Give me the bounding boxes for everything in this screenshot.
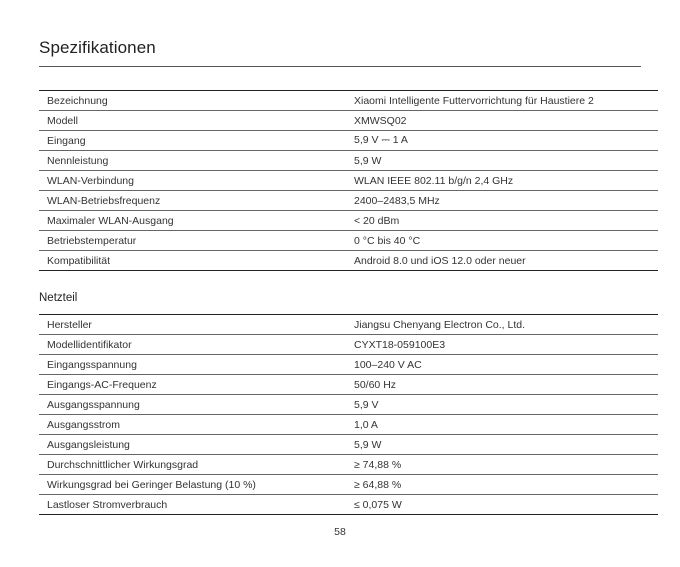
spec-value: WLAN IEEE 802.11 b/g/n 2,4 GHz	[345, 171, 658, 191]
spec-key: WLAN-Verbindung	[39, 171, 345, 191]
spec-key: Hersteller	[39, 315, 345, 335]
table-row	[39, 395, 658, 415]
page-number: 58	[334, 526, 346, 538]
spec-value: 2400–2483,5 MHz	[345, 191, 658, 211]
spec-key: Nennleistung	[39, 151, 345, 171]
spec-value: ≤ 0,075 W	[345, 495, 658, 515]
spec-value: 1,0 A	[345, 415, 658, 435]
spec-value: Jiangsu Chenyang Electron Co., Ltd.	[345, 315, 658, 335]
table-row	[39, 211, 658, 231]
table-row	[39, 231, 658, 251]
spec-key: Betriebstemperatur	[39, 231, 345, 251]
table-row	[39, 315, 658, 335]
section-title-power-supply: Netzteil	[39, 292, 78, 304]
spec-key: Lastloser Stromverbrauch	[39, 495, 345, 515]
spec-key: Wirkungsgrad bei Geringer Belastung (10 %)	[39, 475, 345, 495]
table-row	[39, 111, 658, 131]
table-row	[39, 435, 658, 455]
spec-value: 100–240 V AC	[345, 355, 658, 375]
spec-value: 5,9 W	[345, 435, 658, 455]
spec-key: Maximaler WLAN-Ausgang	[39, 211, 345, 231]
spec-value: ≥ 64,88 %	[345, 475, 658, 495]
spec-value: 5,9 V	[345, 395, 658, 415]
table-row	[39, 355, 658, 375]
spec-key: WLAN-Betriebsfrequenz	[39, 191, 345, 211]
spec-key: Modellidentifikator	[39, 335, 345, 355]
spec-value: XMWSQ02	[345, 111, 658, 131]
spec-value: 50/60 Hz	[345, 375, 658, 395]
table-row	[39, 251, 658, 271]
table-row	[39, 495, 658, 515]
table-row	[39, 171, 658, 191]
spec-key: Ausgangsspannung	[39, 395, 345, 415]
power-supply-table	[39, 314, 658, 515]
spec-value: 0 °C bis 40 °C	[345, 231, 658, 251]
table-row	[39, 335, 658, 355]
table-row	[39, 415, 658, 435]
table-row	[39, 91, 658, 111]
spec-key: Eingangsspannung	[39, 355, 345, 375]
table-row	[39, 455, 658, 475]
page-title: Spezifikationen	[39, 38, 156, 57]
specifications-table	[39, 90, 658, 271]
spec-value: Xiaomi Intelligente Futtervorrichtung für Haustiere 2	[345, 91, 658, 111]
spec-key: Kompatibilität	[39, 251, 345, 271]
title-divider	[39, 66, 641, 67]
spec-key: Modell	[39, 111, 345, 131]
spec-key: Eingangs-AC-Frequenz	[39, 375, 345, 395]
table-row	[39, 375, 658, 395]
table-row	[39, 131, 658, 151]
spec-value: < 20 dBm	[345, 211, 658, 231]
spec-value: Android 8.0 und iOS 12.0 oder neuer	[345, 251, 658, 271]
spec-value: 5,9 V ⎓ 1 A	[345, 131, 658, 151]
spec-value: ≥ 74,88 %	[345, 455, 658, 475]
spec-value: CYXT18-059100E3	[345, 335, 658, 355]
spec-key: Ausgangsstrom	[39, 415, 345, 435]
spec-key: Durchschnittlicher Wirkungsgrad	[39, 455, 345, 475]
spec-key: Bezeichnung	[39, 91, 345, 111]
spec-value: 5,9 W	[345, 151, 658, 171]
table-row	[39, 475, 658, 495]
table-row	[39, 151, 658, 171]
spec-key: Ausgangsleistung	[39, 435, 345, 455]
spec-key: Eingang	[39, 131, 345, 151]
table-row	[39, 191, 658, 211]
